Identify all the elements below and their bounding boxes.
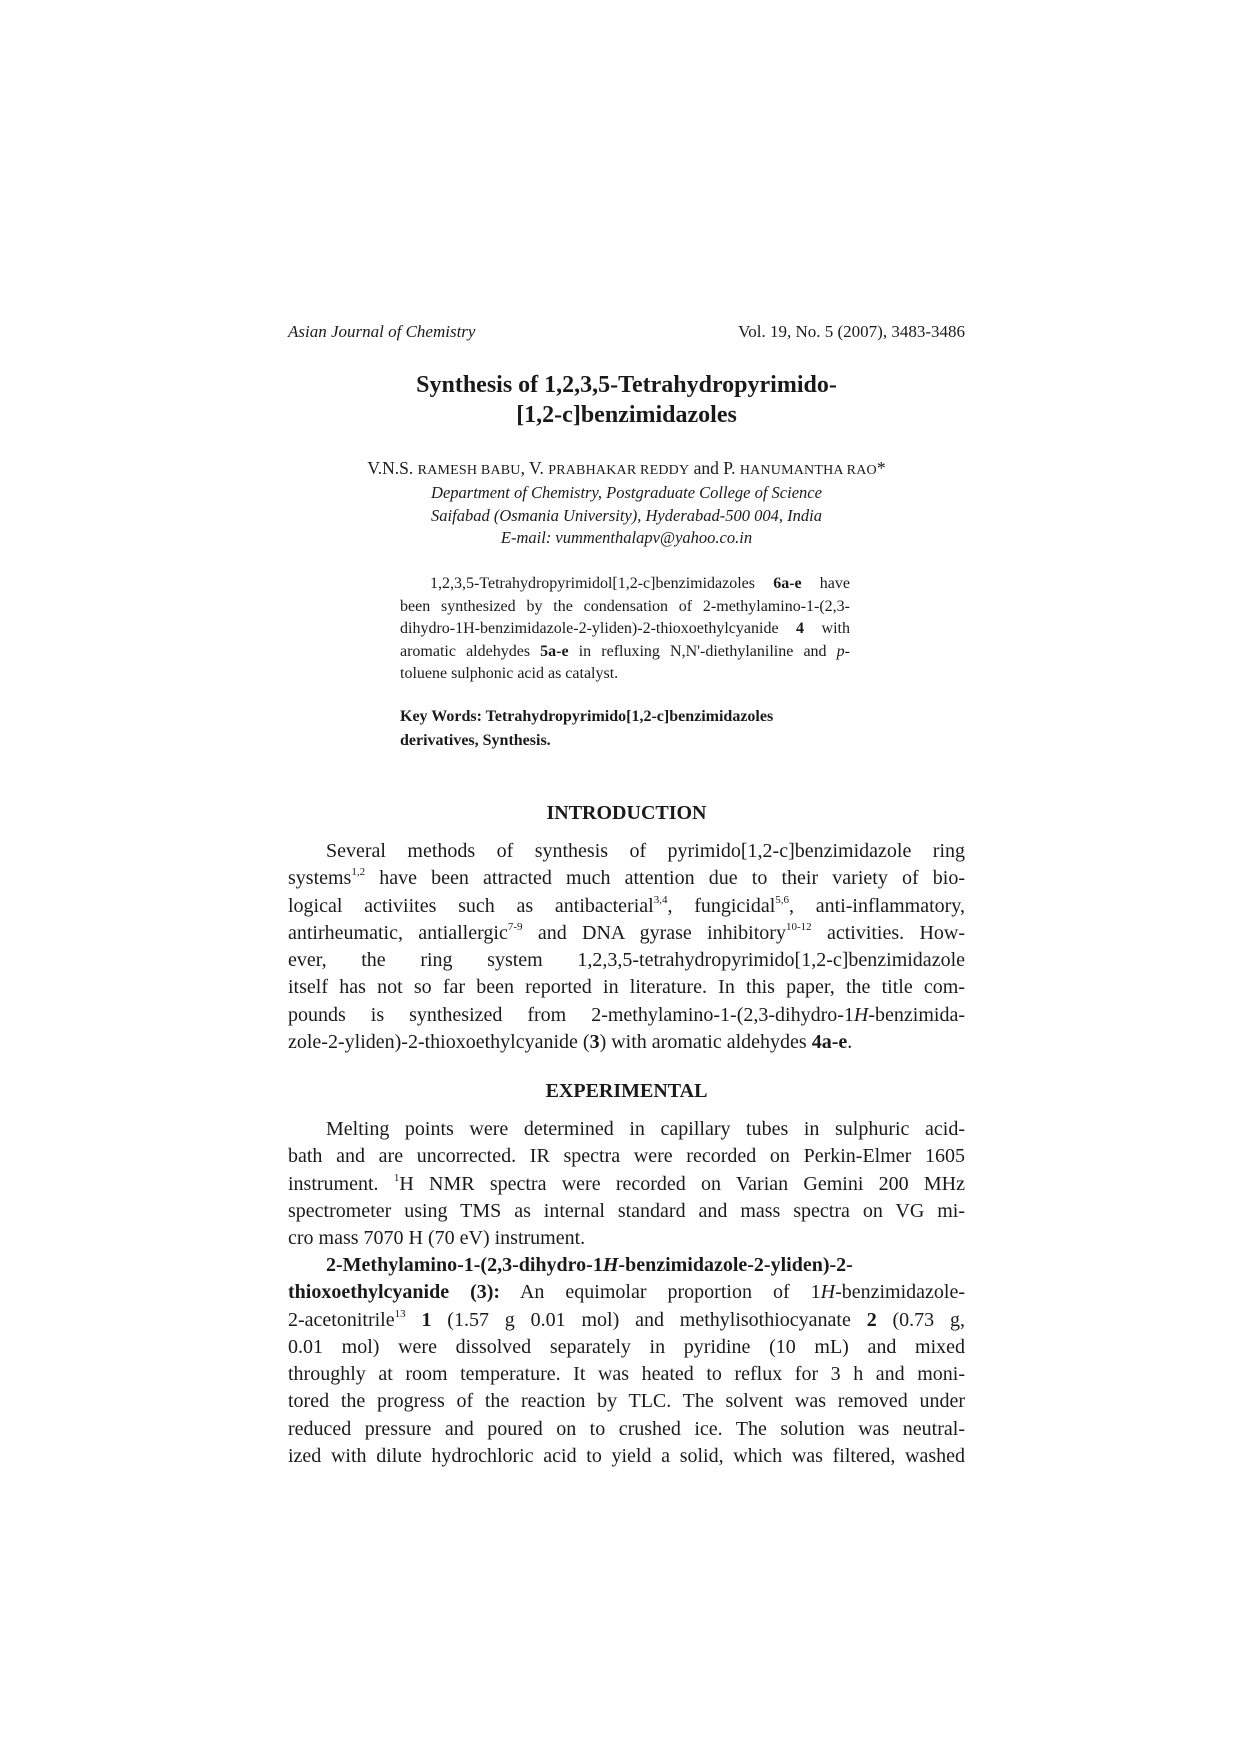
text-span: 2-Methylamino-1-(2,3-dihydro-1	[326, 1254, 603, 1276]
compound-ref: 5a-e	[540, 642, 569, 660]
affiliation-department: Department of Chemistry, Postgraduate College of Science	[431, 483, 822, 502]
journal-name: Asian Journal of Chemistry	[288, 322, 476, 341]
volume-info: Vol. 19, No. 5 (2007), 3483-3486	[738, 322, 965, 341]
compound-ref: 2	[866, 1308, 877, 1331]
text-span: H NMR spectra were recorded on Varian Gemini 200 MHz	[399, 1172, 965, 1195]
text-line	[288, 865, 965, 892]
text-span: instrument.	[288, 1172, 394, 1195]
citation: 5,6	[775, 893, 790, 906]
keywords-label: Key Words:	[400, 708, 482, 725]
text-line: bath and are uncorrected. IR spectra were recorded on Perkin-Elmer 1605	[288, 1145, 965, 1168]
text-span: activities. How-	[811, 921, 966, 944]
introduction-heading: INTRODUCTION	[546, 802, 707, 824]
citation: 13	[394, 1307, 406, 1320]
text-span: , anti-inflammatory,	[789, 894, 965, 917]
italic-span: H	[602, 1254, 619, 1276]
author-separator: and P.	[689, 458, 740, 478]
text-span: have been attracted much attention due to their variety of bio-	[365, 867, 965, 890]
text-span: pounds is synthesized from 2-methylamino-1-(2,3-dihydro-1	[288, 1003, 854, 1026]
abstract-span: 1,2,3,5-Tetrahydropyrimidol[1,2-c]benzimidazoles	[430, 575, 774, 592]
abstract-span: -toluene sulphonic acid as catalyst.	[400, 642, 850, 682]
text-line	[288, 1029, 965, 1056]
text-line: Melting points were determined in capillary tubes in sulphuric acid-	[326, 1118, 965, 1140]
abstract-text	[400, 573, 850, 686]
subheading-span	[326, 1254, 853, 1276]
text-line: throughly at room temperature. It was heated to reflux for 3 h and moni-	[288, 1363, 965, 1386]
text-span: ) with aromatic aldehydes	[599, 1031, 812, 1054]
citation: 1,2	[351, 866, 366, 879]
author-1-name: RAMESH BABU	[417, 463, 521, 478]
text-line	[288, 1002, 965, 1029]
superscript: 1	[393, 1171, 400, 1184]
text-span: -benzimidazole-	[835, 1281, 965, 1304]
text-span: (0.73 g,	[876, 1308, 966, 1331]
text-span: antirheumatic, antiallergic	[288, 921, 508, 944]
text-line	[288, 1171, 965, 1198]
text-span: , fungicidal	[667, 894, 776, 917]
introduction-paragraph	[288, 838, 965, 1056]
abstract	[400, 573, 850, 686]
text-span: -benzimidazole-2-yliden)-2-	[618, 1254, 853, 1276]
text-span: (1.57 g 0.01 mol) and methylisothiocyanate	[431, 1308, 867, 1331]
author-1-initials: V.N.S.	[367, 458, 418, 478]
text-line: itself has not so far been reported in literature. In this paper, the title com-	[288, 976, 965, 999]
experimental-paragraph-1	[288, 1116, 965, 1252]
citation: 7-9	[507, 920, 523, 933]
text-line	[288, 893, 965, 920]
italic-span: H	[820, 1281, 836, 1304]
text-line: Several methods of synthesis of pyrimido[1,2-c]benzimidazole ring	[326, 840, 965, 862]
affiliation	[288, 482, 965, 550]
abstract-italic: p	[836, 642, 845, 660]
text-line: reduced pressure and poured on to crushed ice. The solution was neutral-	[288, 1417, 965, 1440]
text-line: cro mass 7070 H (70 eV) instrument.	[288, 1227, 586, 1250]
citation: 10-12	[785, 920, 812, 933]
text-span: .	[847, 1031, 853, 1054]
citation: 3,4	[653, 893, 668, 906]
text-span: -benzimida-	[868, 1003, 965, 1026]
compound-ref: 4a-e	[811, 1031, 848, 1054]
text-span: logical activiites such as antibacterial	[288, 894, 654, 917]
author-separator: , V.	[520, 458, 549, 478]
italic-span: H	[853, 1003, 869, 1026]
text-line	[288, 1307, 965, 1334]
experimental-heading: EXPERIMENTAL	[545, 1080, 708, 1102]
affiliation-email: E-mail: vummenthalapv@yahoo.co.in	[500, 528, 753, 547]
text-span: An equimolar proportion of 1	[500, 1281, 821, 1304]
text-span: 2-acetonitrile	[288, 1308, 395, 1331]
text-line: ever, the ring system 1,2,3,5-tetrahydropyrimido[1,2-c]benzimidazole	[288, 949, 965, 972]
title-line-1: Synthesis of 1,2,3,5-Tetrahydropyrimido-	[416, 372, 837, 398]
text-span: and DNA gyrase inhibitory	[522, 921, 786, 944]
author-3-name: HANUMANTHA RAO	[739, 463, 877, 478]
author-2-name: PRABHAKAR REDDY	[548, 463, 690, 478]
subheading-span: thioxoethylcyanide (3):	[288, 1281, 501, 1304]
paper-title	[288, 370, 965, 430]
text-line	[288, 1252, 965, 1279]
abstract-span: in refluxing N,N'-diethylaniline and	[568, 642, 837, 660]
text-line: spectrometer using TMS as internal standard and mass spectra on VG mi-	[288, 1199, 965, 1222]
title-line-2: [1,2-c]benzimidazoles	[516, 402, 737, 428]
compound-ref: 6a-e	[773, 575, 802, 592]
text-span: systems	[288, 867, 352, 890]
affiliation-address: Saifabad (Osmania University), Hyderabad-500 004, India	[431, 505, 822, 525]
compound-ref: 1	[405, 1308, 432, 1331]
author-list	[288, 458, 965, 479]
keywords	[400, 705, 850, 753]
text-line	[288, 1279, 965, 1306]
text-span: zole-2-yliden)-2-thioxoethylcyanide (	[288, 1031, 590, 1054]
text-line: tored the progress of the reaction by TLC. The solvent was removed under	[288, 1390, 965, 1413]
text-line: 0.01 mol) were dissolved separately in pyridine (10 mL) and mixed	[288, 1335, 965, 1358]
abstract-span: have been synthesized by the condensation of 2-methylamino-1-(2,3-dihydro-1H-benzimidazole-2-yliden)-2-thioxoethylcyanide	[400, 575, 851, 637]
text-line	[288, 920, 965, 947]
abstract-span: with aromatic aldehydes	[400, 620, 850, 660]
compound-ref: 4	[796, 620, 805, 637]
keywords-text: Tetrahydropyrimido[1,2-c]benzimidazoles derivatives, Synthesis.	[400, 708, 774, 749]
corresponding-author-mark: *	[876, 458, 886, 478]
compound-ref: 3	[589, 1031, 600, 1054]
experimental-paragraph-2	[288, 1252, 965, 1470]
text-line: ized with dilute hydrochloric acid to yield a solid, which was filtered, washed	[288, 1445, 965, 1468]
